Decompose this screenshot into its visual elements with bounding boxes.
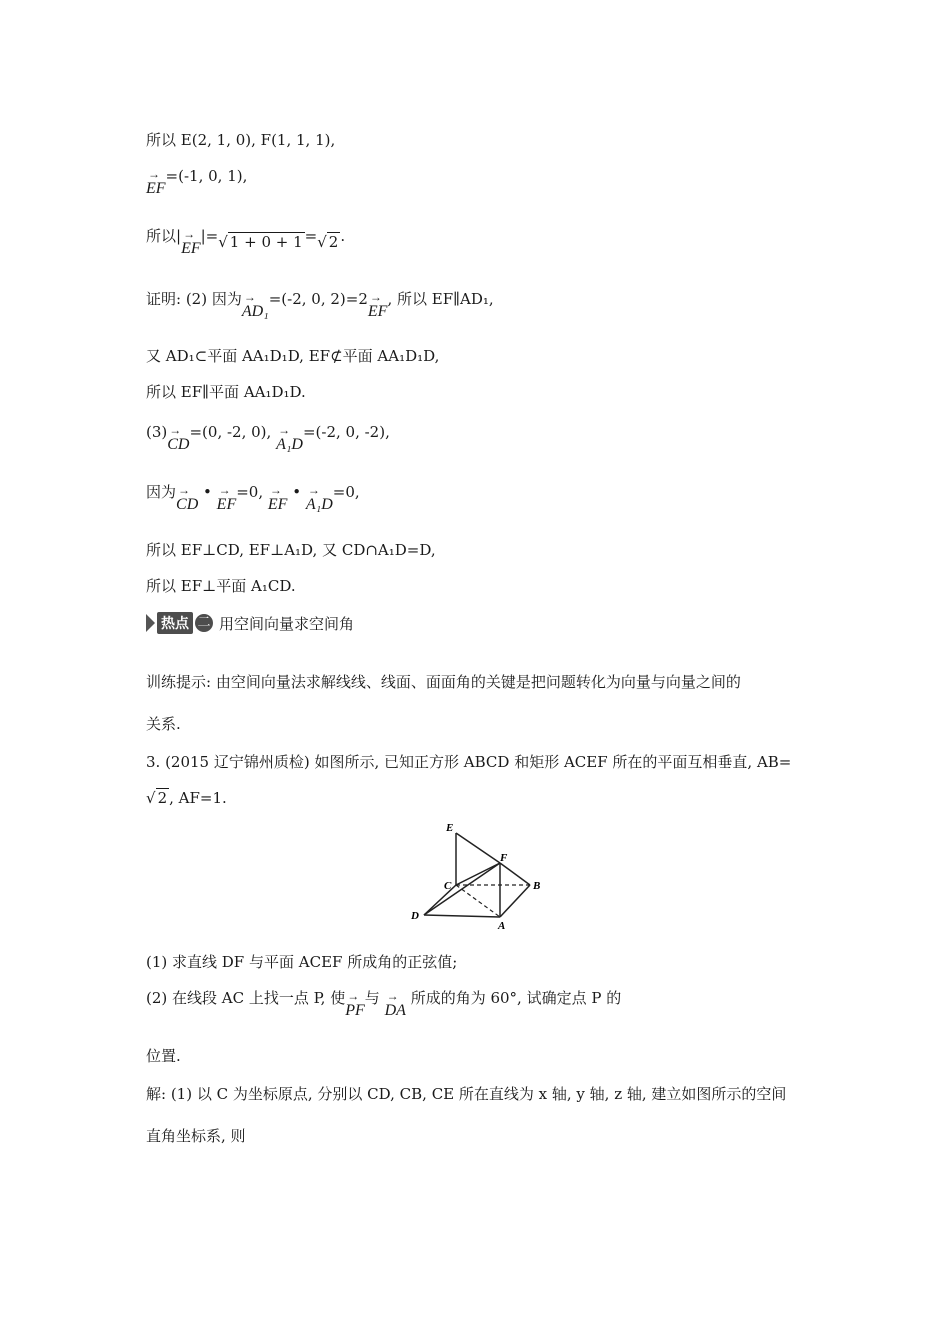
line-perpendicular: 所以 EF⊥CD, EF⊥A₁D, 又 CD∩A₁D=D, <box>146 541 436 559</box>
solution-line-2: 直角坐标系, 则 <box>146 1127 246 1145</box>
vector-cd: → CD <box>176 483 199 513</box>
sqrt-expression: √ 1 + 0 + 1 <box>218 233 303 251</box>
line-coordinates: 所以 E(2, 1, 0), F(1, 1, 1), <box>146 131 336 149</box>
vector-cd: → CD <box>167 423 190 453</box>
line-part-3: (3) → CD=(0, -2, 0), → A₁D=(-2, 0, -2), <box>146 423 390 453</box>
vector-ef: → EF <box>216 483 237 513</box>
hotspot-title: 用空间向量求空间角 <box>219 614 355 633</box>
question-2: (2) 在线段 AC 上找一点 P, 使 → PF与 → DA 所成的角为 60°, 试确定点 P 的 <box>146 989 622 1019</box>
hotspot-header <box>146 612 354 634</box>
vector-a1d: → A₁D <box>276 423 303 453</box>
label-b: B <box>533 880 541 892</box>
vector-ef: → EF <box>181 227 201 257</box>
sqrt-two: √ 2 <box>317 233 339 251</box>
line-conclusion: 所以 EF⊥平面 A₁CD. <box>146 577 296 595</box>
vector-ef: → EF <box>146 167 166 197</box>
label-a: A <box>498 920 506 932</box>
problem-line-2: √ 2 , AF=1. <box>146 789 227 807</box>
hint-line-2: 关系. <box>146 715 181 733</box>
question-2-cont: 位置. <box>146 1047 181 1065</box>
vector-da: → DA <box>384 989 406 1019</box>
geometry-figure <box>400 815 560 935</box>
question-1: (1) 求直线 DF 与平面 ACEF 所成角的正弦值; <box>146 953 458 971</box>
problem-line-1: 3. (2015 辽宁锦州质检) 如图所示, 已知正方形 ABCD 和矩形 ACEF 所在的平面互相垂直, AB= <box>146 753 792 771</box>
triangle-icon <box>146 614 155 632</box>
vector-ef: → EF <box>267 483 288 513</box>
line-magnitude: 所以| → EF|=√ 1 + 0 + 1 =√ 2 . <box>146 227 346 257</box>
hotspot-badge: 热点 <box>157 612 193 634</box>
line-proof-2: 证明: (2) 因为 → AD₁=(-2, 0, 2)=2 → EF, 所以 EF∥AD₁, <box>146 290 494 320</box>
hotspot-number: 二 <box>195 614 213 632</box>
vector-ad1: → AD₁ <box>241 290 269 320</box>
vector-a1d: → A₁D <box>305 483 333 513</box>
label-d: D <box>411 910 419 922</box>
label-c: C <box>444 880 452 892</box>
line-dot-products: 因为 → CD • → EF=0, → EF • → A₁D=0, <box>146 483 360 513</box>
solution-line-1: 解: (1) 以 C 为坐标原点, 分别以 CD, CB, CE 所在直线为 x 轴, y 轴, z 轴, 建立如图所示的空间 <box>146 1085 787 1103</box>
vector-pf: → PF <box>345 989 365 1019</box>
line-subset: 又 AD₁⊂平面 AA₁D₁D, EF⊄平面 AA₁D₁D, <box>146 347 440 365</box>
line-vector-ef: → EF=(-1, 0, 1), <box>146 167 248 197</box>
vector-ef: → EF <box>367 290 388 320</box>
label-e: E <box>446 822 454 834</box>
hint-line-1: 训练提示: 由空间向量法求解线线、线面、面面角的关键是把问题转化为向量与向量之间的 <box>146 673 741 691</box>
line-parallel-plane: 所以 EF∥平面 AA₁D₁D. <box>146 383 306 401</box>
sqrt-two: √ 2 <box>146 789 168 807</box>
label-f: F <box>500 852 508 864</box>
